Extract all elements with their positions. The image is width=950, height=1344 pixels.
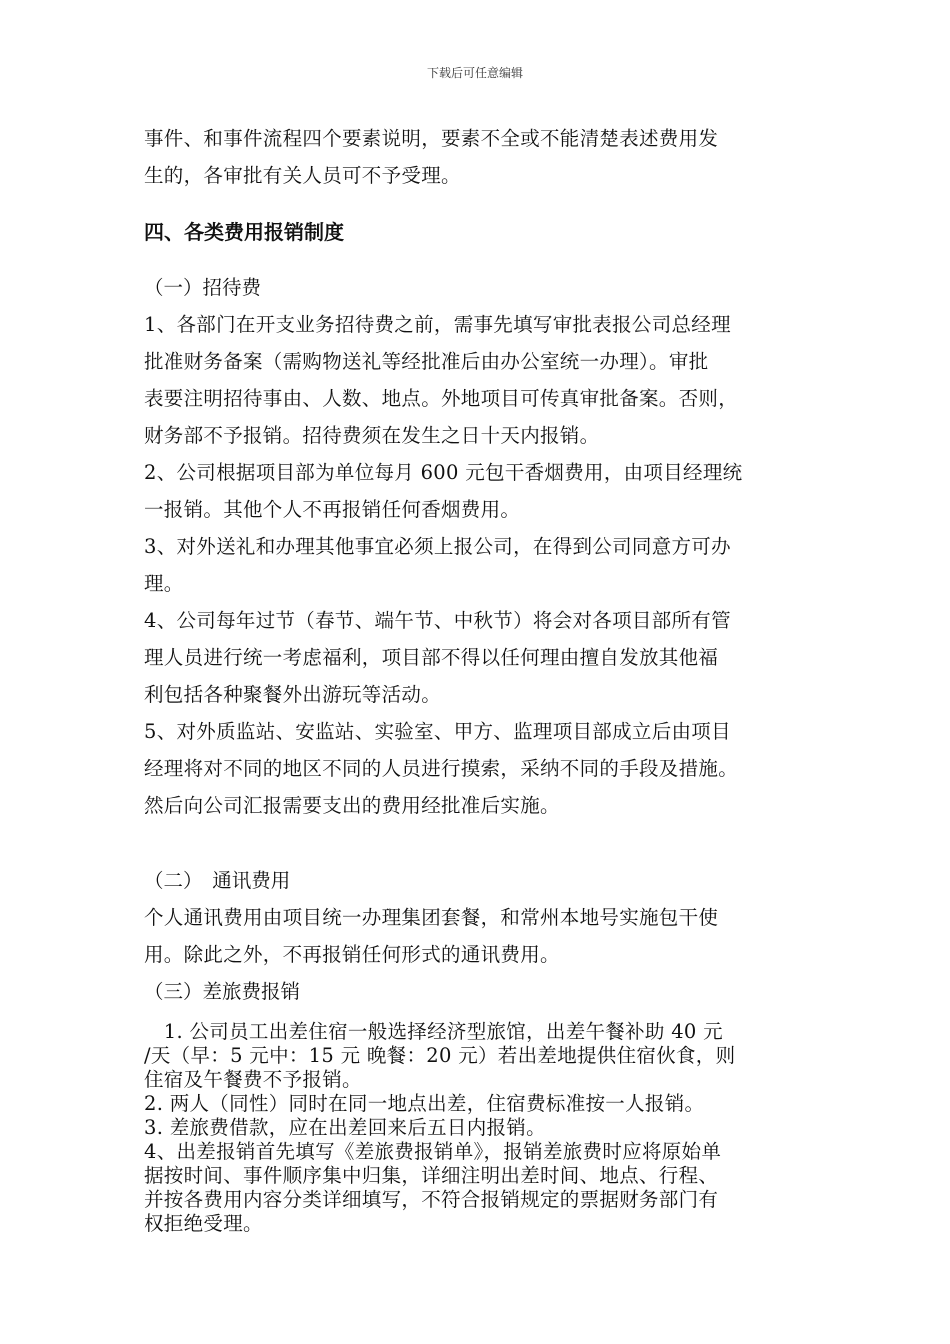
document-body <box>144 120 814 1236</box>
text-line: 经理将对不同的地区不同的人员进行摸索，采纳不同的手段及措施。 <box>144 757 739 780</box>
intro-line: 事件、和事件流程四个要素说明，要素不全或不能清楚表述费用发 <box>144 127 719 150</box>
text-line: 然后向公司汇报需要支出的费用经批准后实施。 <box>144 794 560 817</box>
text-line: 理。 <box>144 572 184 595</box>
section-title: 四、各类费用报销制度 <box>144 220 344 244</box>
text-line: 1、各部门在开支业务招待费之前，需事先填写审批表报公司总经理 <box>144 313 731 336</box>
text-line: 一报销。其他个人不再报销任何香烟费用。 <box>144 498 521 521</box>
text-line: 利包括各种聚餐外出游玩等活动。 <box>144 683 442 706</box>
subsection-title-communication: （二） 通讯费用 <box>144 869 291 892</box>
text-line: 3. 差旅费借款，应在出差回来后五日内报销。 <box>144 1116 546 1139</box>
text-line: 理人员进行统一考虑福利，项目部不得以任何理由擅自发放其他福 <box>144 646 719 669</box>
text-line: 住宿及午餐费不予报销。 <box>144 1068 362 1091</box>
subsection-title-travel: （三）差旅费报销 <box>144 980 301 1003</box>
text-line: 5、对外质监站、安监站、实验室、甲方、监理项目部成立后由项目 <box>144 720 731 743</box>
intro-paragraph <box>144 120 814 194</box>
text-line: 批准财务备案（需购物送礼等经批准后由办公室统一办理）。审批 <box>144 350 709 373</box>
text-line: 1. 公司员工出差住宿一般选择经济型旅馆，出差午餐补助 40 元 <box>144 1020 723 1043</box>
text-line: 财务部不予报销。招待费须在发生之日十天内报销。 <box>144 424 600 447</box>
text-line: 表要注明招待事由、人数、地点。外地项目可传真审批备案。否则， <box>144 387 739 410</box>
intro-line: 生的，各审批有关人员可不予受理。 <box>144 164 461 187</box>
text-line: 用。除此之外，不再报销任何形式的通讯费用。 <box>144 943 560 966</box>
text-line: 权拒绝受理。 <box>144 1212 263 1235</box>
text-line: 2. 两人（同性）同时在同一地点出差，住宿费标准按一人报销。 <box>144 1092 705 1115</box>
travel-paragraph <box>144 1020 814 1236</box>
text-line: 4、出差报销首先填写《差旅费报销单》，报销差旅费时应将原始单 <box>144 1140 722 1163</box>
text-line: 4、公司每年过节（春节、端午节、中秋节）将会对各项目部所有管 <box>144 609 731 632</box>
text-line: 个人通讯费用由项目统一办理集团套餐，和常州本地号实施包干使 <box>144 906 719 929</box>
text-line: 3、对外送礼和办理其他事宜必须上报公司，在得到公司同意方可办 <box>144 535 731 558</box>
page-header: 下载后可任意编辑 <box>426 66 523 80</box>
entertainment-paragraph <box>144 306 814 824</box>
text-line: 2、公司根据项目部为单位每月 600 元包干香烟费用，由项目经理统 <box>144 461 743 484</box>
text-line: /天（早：5 元中：15 元 晚餐：20 元）若出差地提供住宿伙食，则 <box>144 1044 736 1067</box>
text-line: 并按各费用内容分类详细填写，不符合报销规定的票据财务部门有 <box>144 1188 719 1211</box>
communication-paragraph <box>144 899 814 973</box>
text-line: 据按时间、事件顺序集中归集，详细注明出差时间、地点、行程、 <box>144 1164 719 1187</box>
subsection-title-entertainment: （一）招待费 <box>144 276 262 299</box>
